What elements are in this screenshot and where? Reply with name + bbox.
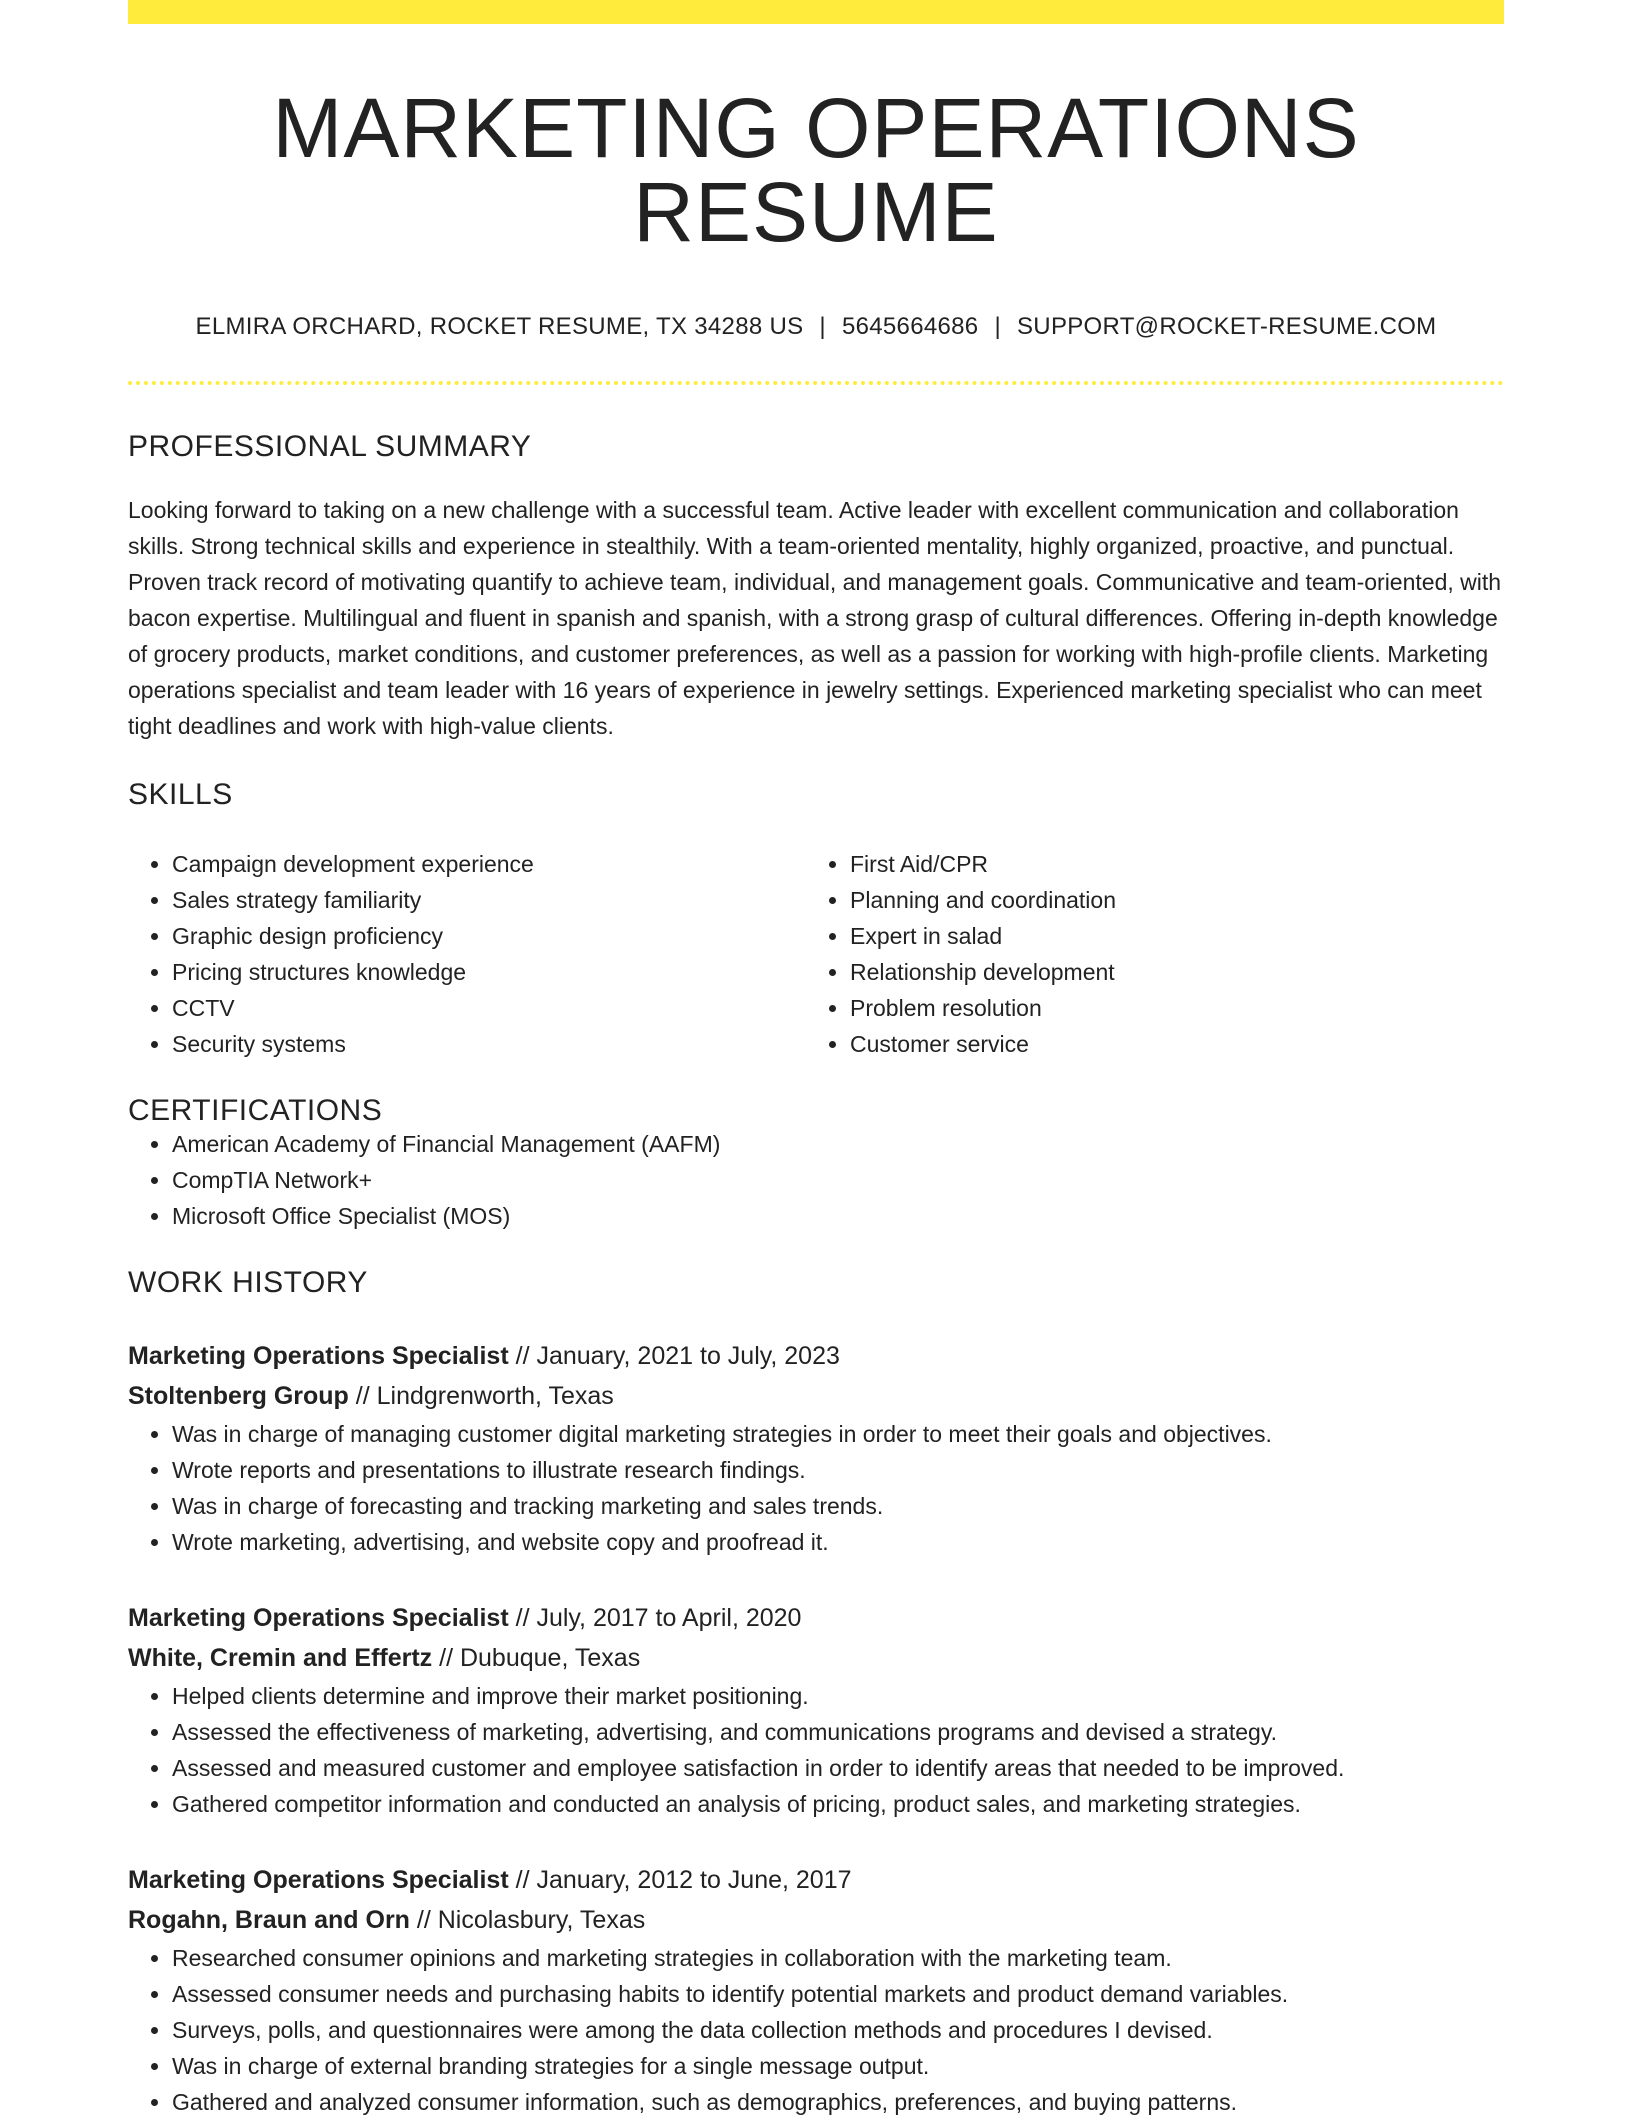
job-duty-item: • Surveys, polls, and questionnaires were among the data collection methods and procedures I devised. <box>172 2012 1504 2048</box>
contact-address: ELMIRA ORCHARD, ROCKET RESUME, TX 34288 US <box>195 313 804 340</box>
job-duty-item: • Was in charge of external branding strategies for a single message output. <box>172 2048 1504 2084</box>
skill-item: • Relationship development <box>850 954 1484 990</box>
certification-item: • American Academy of Financial Management (AAFM) <box>172 1126 1504 1162</box>
job-title-line <box>128 1336 1504 1376</box>
summary-heading: PROFESSIONAL SUMMARY <box>128 430 532 463</box>
job-duty-item: • Gathered and analyzed consumer information, such as demographics, preferences, and buying patterns. <box>172 2084 1504 2120</box>
job-duty-item: • Assessed the effectiveness of marketing, advertising, and communications programs and devised a strategy. <box>172 1714 1504 1750</box>
dotted-divider <box>128 381 1504 385</box>
certifications-heading: CERTIFICATIONS <box>128 1094 383 1127</box>
job-duty-item: • Was in charge of managing customer digital marketing strategies in order to meet their goals and objectives. <box>172 1416 1504 1452</box>
job-company: Stoltenberg Group <box>128 1382 349 1410</box>
skill-item: • Graphic design proficiency <box>172 918 806 954</box>
contact-separator: | <box>819 313 826 340</box>
job-entry <box>128 1860 1504 2120</box>
skill-item: • Problem resolution <box>850 990 1484 1026</box>
skill-item: • Customer service <box>850 1026 1484 1062</box>
summary-text: Looking forward to taking on a new challenge with a successful team. Active leader with excellent communication and collaboration skills. Strong technical skills and experience in stealthily. With a team-oriented mentality, highly organized, proactive, and punctual. Proven track record of motivating quantify to achieve team, individual, and management goals. Communicative and team-oriented, with bacon expertise. Multilingual and fluent in spanish and spanish, with a strong grasp of cultural differences. Offering in-depth knowledge of grocery products, market conditions, and customer preferences, as well as a passion for working with high-profile clients. Marketing operations specialist and team leader with 16 years of experience in jewelry settings. Experienced marketing specialist who can meet tight deadlines and work with high-value clients. <box>128 497 1502 739</box>
resume-title: MARKETING OPERATIONS RESUME <box>272 81 1360 259</box>
job-company-line <box>128 1638 1504 1678</box>
contact-separator: | <box>994 313 1001 340</box>
job-dates: // July, 2017 to April, 2020 <box>508 1604 802 1632</box>
skill-item: • Security systems <box>172 1026 806 1062</box>
job-entry <box>128 1598 1504 1822</box>
job-title-line <box>128 1860 1504 1900</box>
job-duty-item: • Wrote marketing, advertising, and website copy and proofread it. <box>172 1524 1504 1560</box>
certification-item: • Microsoft Office Specialist (MOS) <box>172 1198 1504 1234</box>
skill-item: • Campaign development experience <box>172 846 806 882</box>
job-duty-item: • Wrote reports and presentations to illustrate research findings. <box>172 1452 1504 1488</box>
skill-item: • First Aid/CPR <box>850 846 1484 882</box>
skill-item: • Expert in salad <box>850 918 1484 954</box>
job-duties-list <box>128 1678 1504 1822</box>
contact-phone: 5645664686 <box>841 313 979 340</box>
job-company: Rogahn, Braun and Orn <box>128 1906 410 1934</box>
contact-line <box>128 313 1504 341</box>
accent-bar <box>128 0 1504 24</box>
skills-columns <box>128 846 1504 1062</box>
job-duty-item: • Was in charge of forecasting and tracking marketing and sales trends. <box>172 1488 1504 1524</box>
skills-list-right <box>806 846 1484 1062</box>
job-company-line <box>128 1376 1504 1416</box>
job-company: White, Cremin and Effertz <box>128 1644 433 1672</box>
job-duty-item: • Researched consumer opinions and marketing strategies in collaboration with the marketing team. <box>172 1940 1504 1976</box>
job-duty-item: • Helped clients determine and improve their market positioning. <box>172 1678 1504 1714</box>
skill-item: • Sales strategy familiarity <box>172 882 806 918</box>
certification-item: • CompTIA Network+ <box>172 1162 1504 1198</box>
job-title: Marketing Operations Specialist <box>128 1866 509 1894</box>
skills-column-left <box>128 846 806 1062</box>
skill-item: • Pricing structures knowledge <box>172 954 806 990</box>
job-duty-item: • Assessed and measured customer and employee satisfaction in order to identify areas that needed to be improved. <box>172 1750 1504 1786</box>
skill-item: • CCTV <box>172 990 806 1026</box>
job-dates: // January, 2021 to July, 2023 <box>508 1342 840 1370</box>
job-location: // Dubuque, Texas <box>432 1644 641 1672</box>
job-duties-list <box>128 1940 1504 2120</box>
skills-column-right <box>806 846 1484 1062</box>
job-dates: // January, 2012 to June, 2017 <box>508 1866 852 1894</box>
job-title: Marketing Operations Specialist <box>128 1604 509 1632</box>
job-duty-item: • Gathered competitor information and conducted an analysis of pricing, product sales, and marketing strategies. <box>172 1786 1504 1822</box>
skills-list-left <box>128 846 806 1062</box>
skills-heading: SKILLS <box>128 778 233 811</box>
job-duties-list <box>128 1416 1504 1560</box>
job-company-line <box>128 1900 1504 1940</box>
work-history-heading: WORK HISTORY <box>128 1266 368 1299</box>
contact-email: SUPPORT@ROCKET-RESUME.COM <box>1017 313 1437 340</box>
job-title-line <box>128 1598 1504 1638</box>
job-entry <box>128 1336 1504 1560</box>
job-location: // Nicolasbury, Texas <box>409 1906 646 1934</box>
skill-item: • Planning and coordination <box>850 882 1484 918</box>
job-title: Marketing Operations Specialist <box>128 1342 509 1370</box>
certifications-list <box>128 1126 1504 1234</box>
resume-page <box>128 0 1504 2120</box>
job-location: // Lindgrenworth, Texas <box>348 1382 614 1410</box>
job-duty-item: • Assessed consumer needs and purchasing habits to identify potential markets and product demand variables. <box>172 1976 1504 2012</box>
